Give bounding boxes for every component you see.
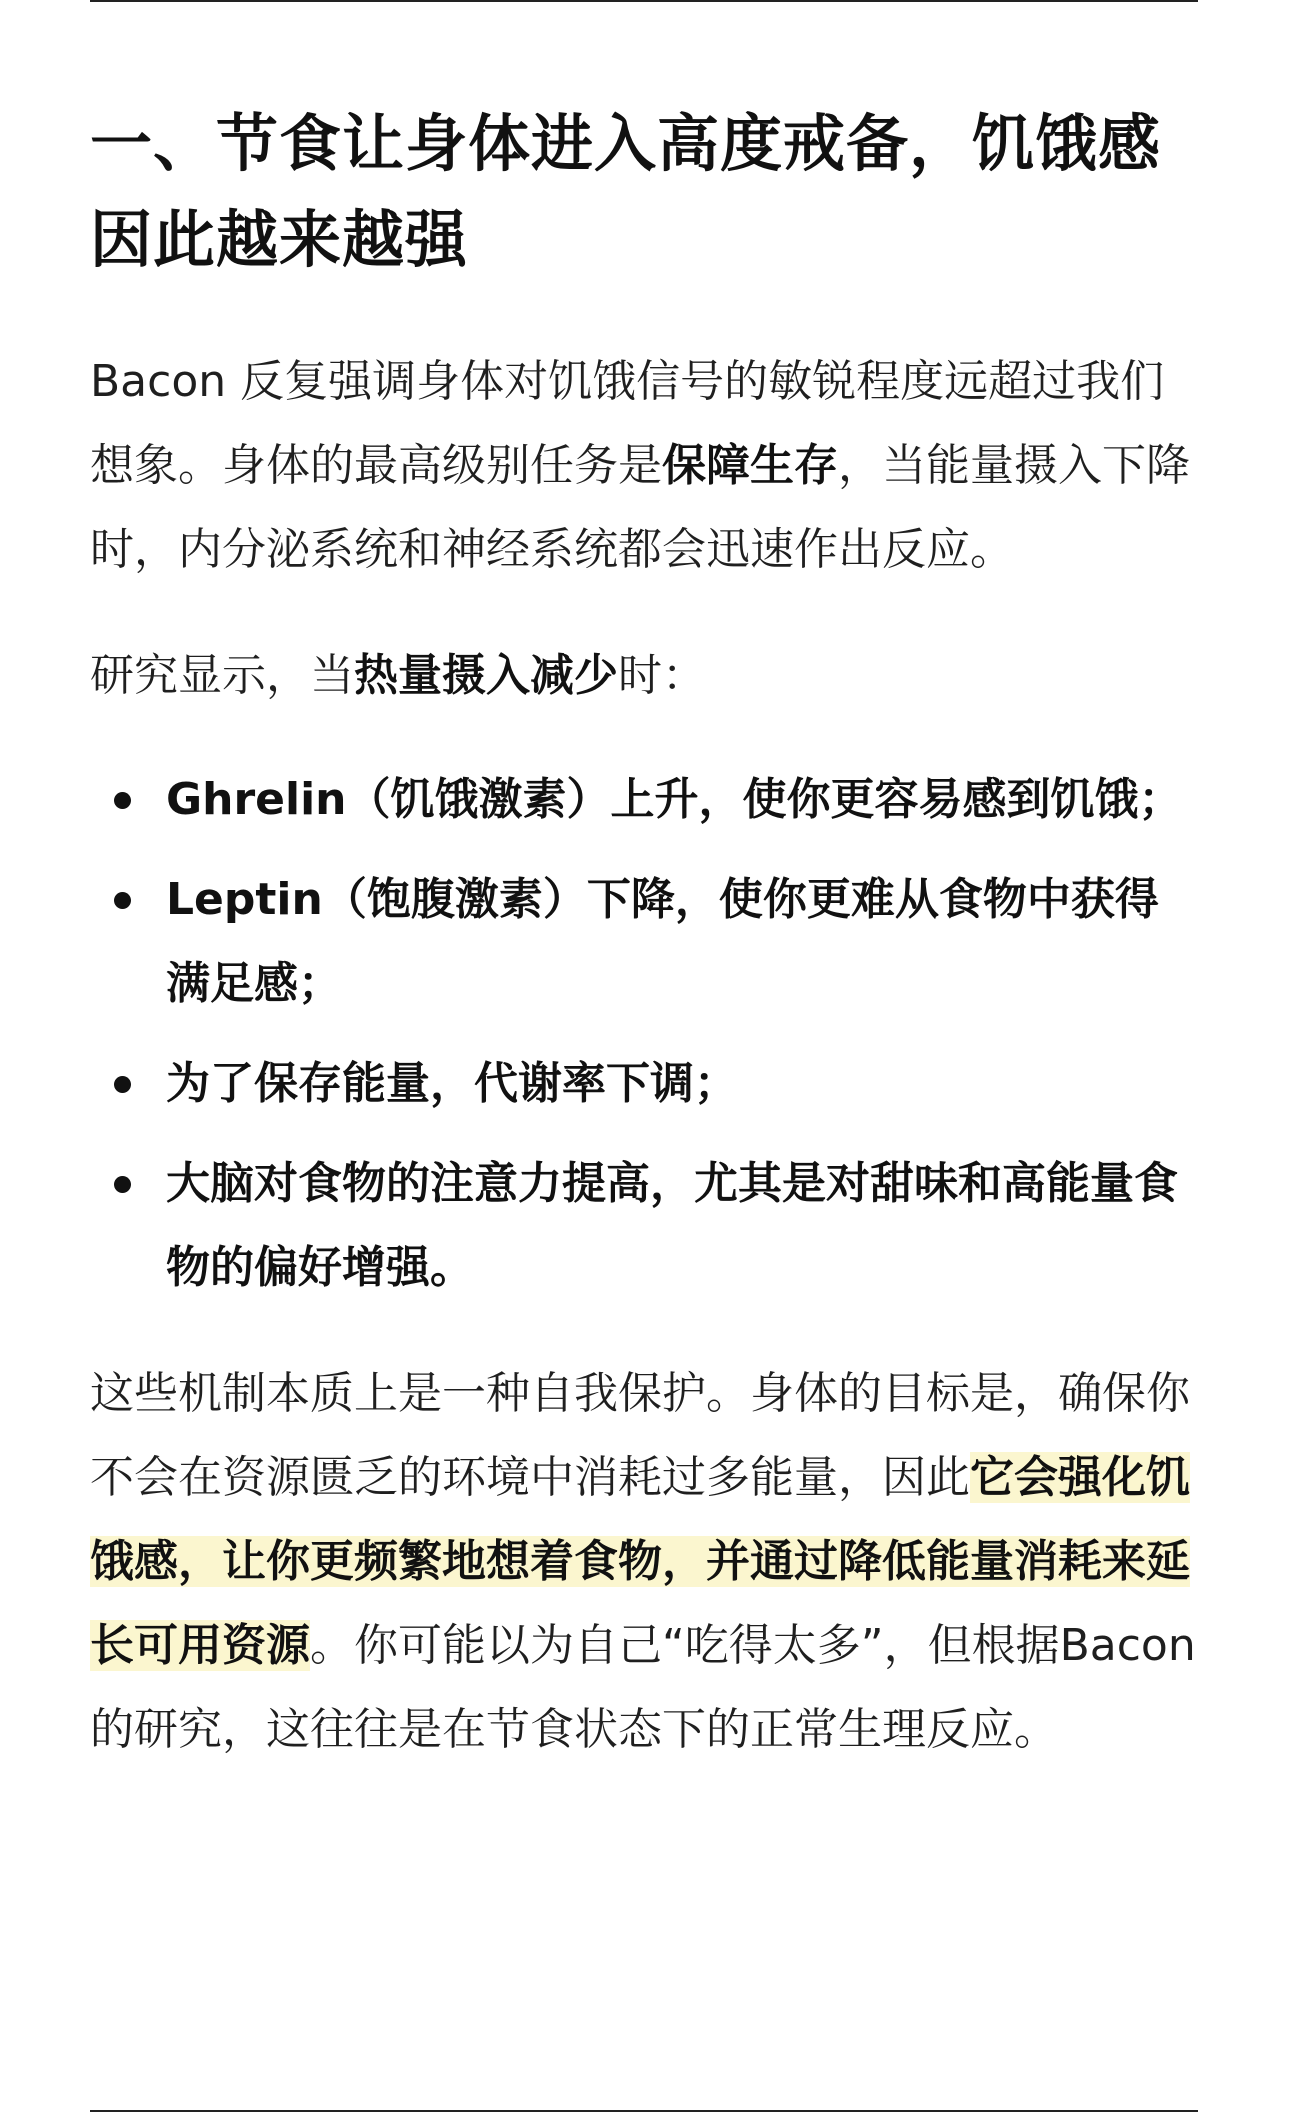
intro-text-end: ，当能量摄入下降时，内分泌系统和神经系统都会迅速作出反应。 (90, 440, 1190, 575)
bullet-dot-icon (114, 792, 131, 809)
effects-list (90, 758, 1198, 1310)
list-item-text: Ghrelin（饥饿激素）上升，使你更容易感到饥饿； (166, 774, 1183, 825)
research-text-start: 研究显示，当 (90, 650, 354, 701)
list-item (90, 1042, 1198, 1126)
list-item-text: 为了保存能量，代谢率下调； (166, 1058, 738, 1109)
conclusion-text-end: 。你可能以为自己“吃得太多”，但根据Bacon 的研究，这往往是在节食状态下的正常生理反应。 (90, 1620, 1196, 1755)
article-body (90, 96, 1198, 1772)
list-item (90, 1142, 1198, 1310)
conclusion-text-start: 这些机制本质上是一种自我保护。身体的目标是，确保你不会在资源匮乏的环境中消耗过多能量，因此 (90, 1368, 1190, 1503)
research-bold-calorie: 热量摄入减少 (354, 650, 618, 701)
conclusion-highlight: 它会强化饥饿感，让你更频繁地想着食物，并通过降低能量消耗来延长可用资源 (90, 1452, 1190, 1671)
bottom-divider (90, 2110, 1198, 2112)
top-divider (90, 0, 1198, 2)
paragraph-research (90, 634, 1198, 718)
intro-bold-survival: 保障生存 (662, 440, 838, 491)
bullet-dot-icon (114, 1176, 131, 1193)
section-heading: 一、节食让身体进入高度戒备，饥饿感因此越来越强 (90, 107, 1162, 276)
paragraph-conclusion (90, 1352, 1198, 1772)
research-text-end: 时： (618, 650, 706, 701)
bullet-dot-icon (114, 1076, 131, 1093)
list-item-text: 大脑对食物的注意力提高，尤其是对甜味和高能量食物的偏好增强。 (166, 1158, 1178, 1293)
list-item-text: Leptin（饱腹激素）下降，使你更难从食物中获得满足感； (166, 874, 1159, 1009)
list-item (90, 758, 1198, 842)
bullet-dot-icon (114, 892, 131, 909)
intro-text-start: Bacon 反复强调身体对饥饿信号的敏锐程度远超过我们想象。身体的最高级别任务是 (90, 356, 1165, 491)
list-item (90, 858, 1198, 1026)
paragraph-intro (90, 340, 1198, 592)
